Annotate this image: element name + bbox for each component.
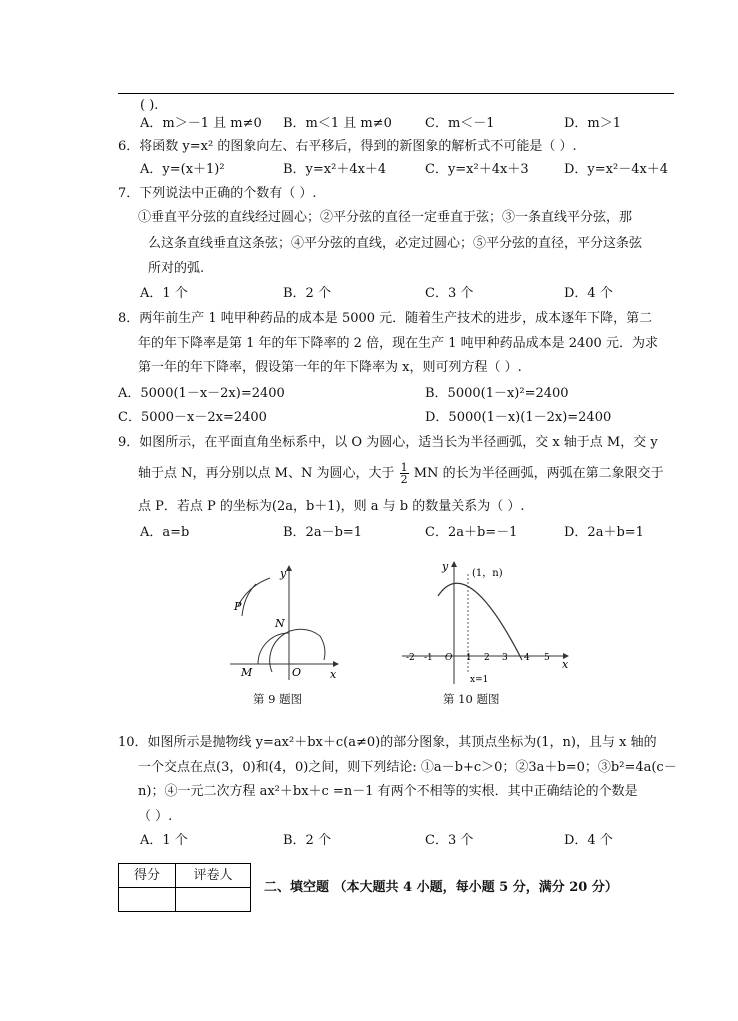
- fig10-tick-3: 3: [502, 653, 508, 663]
- grader-cell[interactable]: [176, 888, 251, 912]
- fig9-label-m: M: [241, 666, 253, 679]
- q9-line-2: [138, 462, 664, 485]
- top-rule: [118, 93, 674, 94]
- fig10-tick-1: 1: [466, 653, 472, 663]
- fig10-caption: 第 10 题图: [443, 692, 500, 706]
- q8-option-d: D．5000(1－x)(1－2x)=2400: [425, 410, 612, 425]
- q8-option-b: B．5000(1－x)²=2400: [425, 386, 569, 401]
- q8-option-a: A．5000(1－x－2x)=2400: [118, 386, 285, 401]
- q9-fraction-denominator: 2: [400, 473, 408, 486]
- q8-line-2: 年的年下降率是第 1 年的年下降率的 2 倍，现在生产 1 吨甲种药品成本是 2400 元．为求: [138, 336, 658, 351]
- q8-line-1: 8．两年前生产 1 吨甲种药品的成本是 5000 元．随着生产技术的进步，成本逐年下降，第二: [118, 311, 653, 326]
- fig9-label-x: x: [330, 668, 337, 681]
- fig9-arc-p: [242, 584, 256, 616]
- fig10-label-x: x: [562, 658, 569, 671]
- q7-body-line-2: 么这条直线垂直这条弦；④平分弦的直线，必定过圆心；⑤平分弦的直径，平分这条弦: [148, 236, 643, 251]
- fig10-parabola: [438, 583, 522, 660]
- q9-fraction-numerator: 1: [400, 461, 408, 474]
- fig9-label-y: y: [280, 567, 287, 580]
- q5-stem-tail: ( ).: [140, 98, 159, 113]
- q10-option-a: A．1 个: [140, 833, 188, 848]
- q10-line-3: n)；④一元二次方程 ax²＋bx＋c =n－1 有两个不相等的实根．其中正确结论的个数是: [138, 784, 638, 799]
- q7-option-b: B．2 个: [283, 286, 331, 301]
- q6-option-d: D．y=x²－4x＋4: [564, 162, 669, 177]
- q7-body-line-3: 所对的弧.: [148, 261, 205, 276]
- q10-option-d: D．4 个: [564, 833, 613, 848]
- q9-line-2-post: MN 的长为半径画弧，两弧在第二象限交于: [413, 466, 664, 481]
- grader-header: 评卷人: [176, 864, 251, 888]
- q6-option-a: A．y=(x＋1)²: [140, 162, 225, 177]
- q8-line-3: 第一年的年下降率，假设第一年的年下降率为 x，则可列方程（ ）.: [138, 360, 522, 375]
- fig9-label-o: O: [292, 666, 302, 679]
- fig9-arc-from-m: [238, 578, 270, 606]
- q9-fraction: [400, 462, 409, 485]
- q8-option-c: C．5000－x－2x=2400: [118, 410, 267, 425]
- q6-stem: 6．将函数 y=x² 的图象向左、右平移后，得到的新图象的解析式不可能是（ ）.: [118, 139, 577, 154]
- fig9-label-n: N: [275, 617, 285, 630]
- q7-stem: 7．下列说法中正确的个数有（ ）.: [118, 186, 317, 201]
- q9-option-b: B．2a－b=1: [283, 525, 363, 540]
- fig10-tick-o: O: [445, 653, 453, 663]
- fig9-arc-mn: [258, 633, 289, 664]
- fig10-tick-m1: -1: [424, 653, 433, 663]
- q5-option-a: A．m＞－1 且 m≠0: [140, 116, 262, 131]
- q9-line-2-pre: 轴于点 N，再分别以点 M、N 为圆心，大于: [138, 466, 395, 481]
- q7-option-c: C．3 个: [425, 286, 474, 301]
- fig9-label-p: P: [234, 600, 242, 613]
- fig10-vertex-label: (1，n): [472, 568, 503, 579]
- q9-line-1: 9．如图所示，在平面直角坐标系中，以 O 为圆心，适当长为半径画弧，交 x 轴于点 M，交 y: [118, 435, 658, 450]
- score-cell[interactable]: [119, 888, 176, 912]
- section-2-title: 二、填空题 （本大题共 4 小题，每小题 5 分，满分 20 分）: [264, 880, 618, 895]
- q10-option-b: B．2 个: [283, 833, 331, 848]
- fig10-axis-label: x=1: [470, 675, 489, 685]
- score-header: 得分: [119, 864, 176, 888]
- q10-line-1: 10．如图所示是抛物线 y=ax²＋bx＋c(a≠0)的部分图象，其顶点坐标为(1，n)，且与 x 轴的: [118, 735, 657, 750]
- fig10-tick-5: 5: [544, 653, 550, 663]
- q7-option-d: D．4 个: [564, 286, 613, 301]
- score-table: [118, 863, 251, 912]
- fig10-tick-m2: -2: [406, 653, 415, 663]
- q5-option-b: B．m＜1 且 m≠0: [283, 116, 392, 131]
- fig10-label-y: y: [442, 560, 449, 573]
- q5-option-d: D．m＞1: [564, 116, 622, 131]
- q10-line-4: （ ）.: [138, 809, 173, 824]
- q7-option-a: A．1 个: [140, 286, 188, 301]
- q9-line-3: 点 P．若点 P 的坐标为(2a，b＋1)，则 a 与 b 的数量关系为（ ）.: [138, 499, 525, 514]
- q9-option-d: D．2a＋b=1: [564, 525, 644, 540]
- q10-option-c: C．3 个: [425, 833, 474, 848]
- figure-9: [220, 556, 350, 686]
- q6-option-b: B．y=x²＋4x＋4: [283, 162, 387, 177]
- fig10-tick-2: 2: [484, 653, 490, 663]
- figure-10: [398, 556, 578, 686]
- fig9-caption: 第 9 题图: [253, 692, 303, 706]
- q10-line-2: 一个交点在点(3，0)和(4，0)之间，则下列结论: ①a－b+c＞0；②3a＋b=0；③b²=4a(c－: [138, 760, 677, 775]
- fig10-tick-4: 4: [524, 653, 530, 663]
- q9-option-a: A．a=b: [140, 525, 190, 540]
- q6-option-c: C．y=x²＋4x＋3: [425, 162, 529, 177]
- q9-option-c: C．2a＋b=－1: [425, 525, 518, 540]
- q5-option-c: C．m＜－1: [425, 116, 495, 131]
- q7-body-line-1: ①垂直平分弦的直线经过圆心；②平分弦的直径一定垂直于弦；③一条直线平分弦，那: [138, 210, 633, 225]
